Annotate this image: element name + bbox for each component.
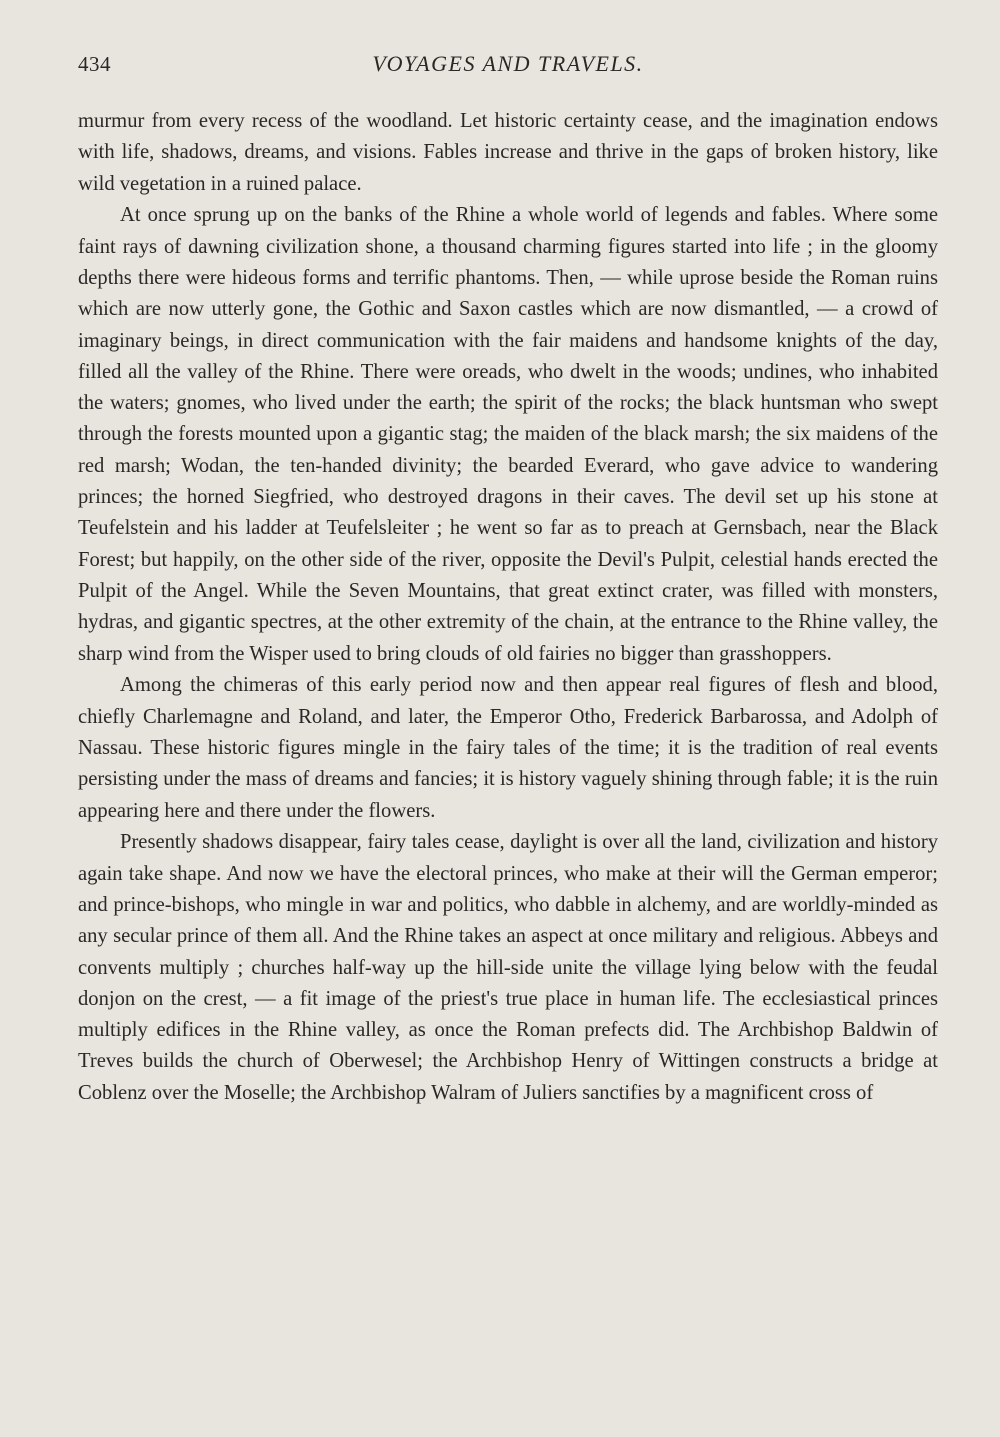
page-number: 434 bbox=[78, 52, 111, 76]
paragraph: At once sprung up on the banks of the Rhine a whole world of legends and fables. Where some faint rays of dawning civilization shone, a thousand charming figures started into life ; in the gloomy depths there were hideous forms and terrific phantoms. Then, — while uprose beside the Roman ruins which are now utterly gone, the Gothic and Saxon castles which are now dismantled, — a crowd of imaginary beings, in direct communication with the fair maidens and handsome knights of the day, filled all the valley of the Rhine. There were oreads, who dwelt in the woods; undines, who inhabited the waters; gnomes, who lived under the earth; the spirit of the rocks; the black huntsman who swept through the forests mounted upon a gigantic stag; the maiden of the black marsh; the six maidens of the red marsh; Wodan, the ten-handed divinity; the bearded Everard, who gave advice to wandering princes; the horned Siegfried, who destroyed dragons in their caves. The devil set up his stone at Teufelstein and his ladder at Teufelsleiter ; he went so far as to preach at Gernsbach, near the Black Forest; but happily, on the other side of the river, opposite the Devil's Pulpit, celestial hands erected the Pulpit of the Angel. While the Seven Mountains, that great extinct crater, was filled with monsters, hydras, and gigantic spectres, at the other extremity of the chain, at the entrance to the Rhine valley, the sharp wind from the Wisper used to bring clouds of old fairies no bigger than grasshoppers. bbox=[78, 204, 938, 665]
page-header bbox=[78, 50, 938, 84]
body-text bbox=[78, 106, 938, 1109]
running-title: VOYAGES AND TRAVELS. bbox=[372, 51, 644, 76]
paragraph: Presently shadows disappear, fairy tales cease, daylight is over all the land, civilization and history again take shape. And now we have the electoral princes, who make at their will the German emperor; and prince-bishops, who mingle in war and politics, who dabble in alchemy, and are worldly-minded as any secular prince of them all. And the Rhine takes an aspect at once military and religious. Abbeys and convents multiply ; churches half-way up the hill-side unite the village lying below with the feudal donjon on the crest, — a fit image of the priest's true place in human life. The ecclesiastical princes multiply edifices in the Rhine valley, as once the Roman prefects did. The Archbishop Baldwin of Treves builds the church of Oberwesel; the Archbishop Henry of Wittingen constructs a bridge at Coblenz over the Moselle; the Archbishop Walram of Juliers sanctifies by a magnificent cross of bbox=[78, 831, 938, 1104]
paragraph-continued: murmur from every recess of the woodland. Let historic certainty cease, and the imagination endows with life, shadows, dreams, and visions. Fables increase and thrive in the gaps of broken history, like wild vegetation in a ruined palace. bbox=[78, 110, 938, 195]
paragraph: Among the chimeras of this early period now and then appear real figures of flesh and blood, chiefly Charlemagne and Roland, and later, the Emperor Otho, Frederick Barbarossa, and Adolph of Nassau. These historic figures mingle in the fairy tales of the time; it is the tradition of real events persisting under the mass of dreams and fancies; it is history vaguely shining through fable; it is the ruin appearing here and there under the flowers. bbox=[78, 674, 938, 822]
